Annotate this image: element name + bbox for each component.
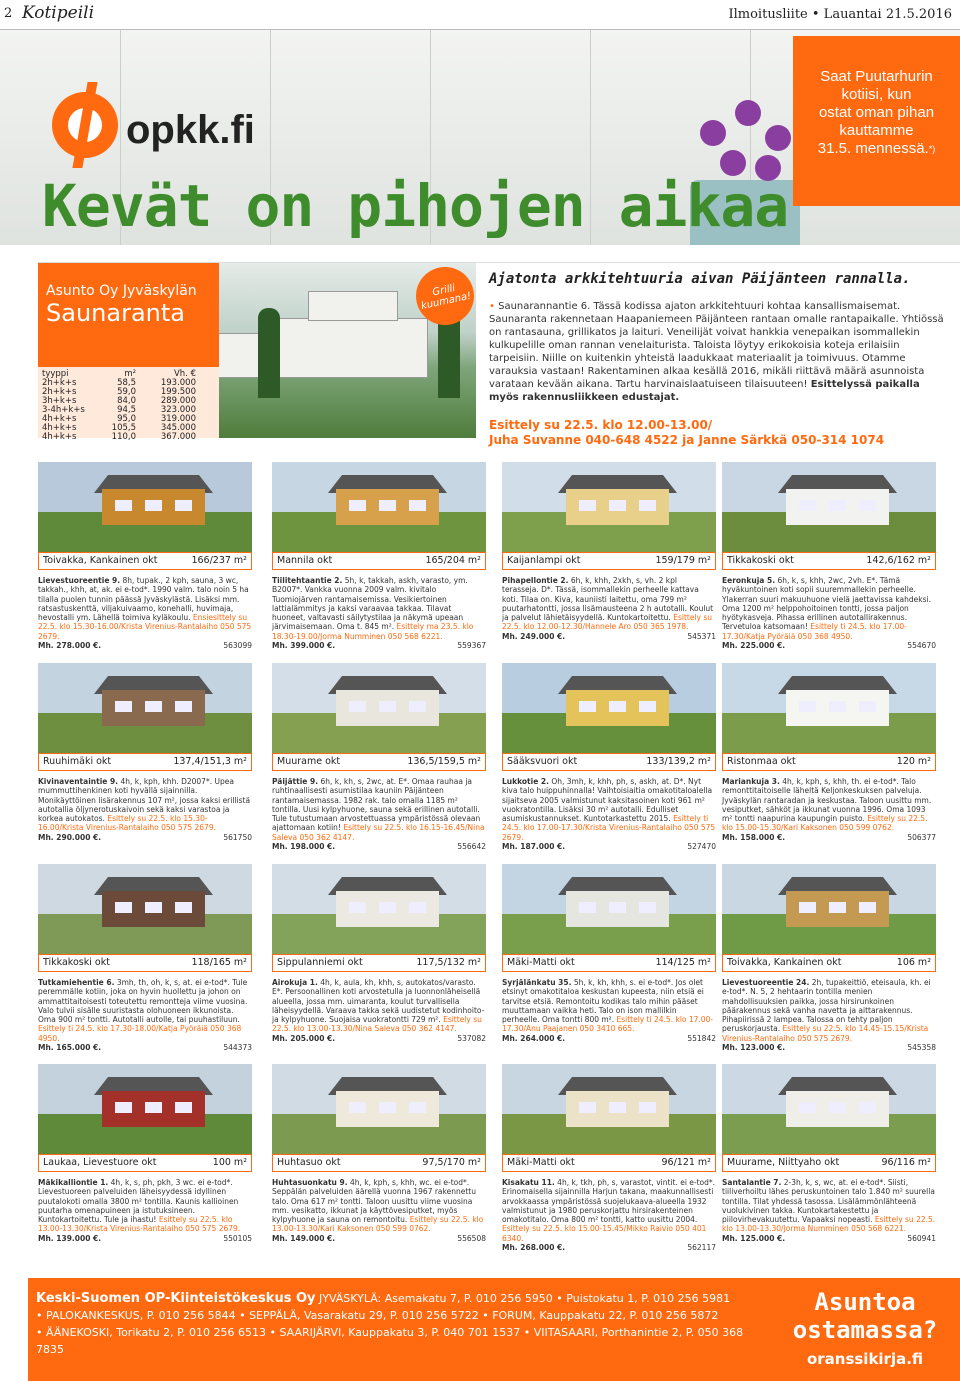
- table-cell: 3h+k+s: [42, 396, 77, 406]
- listing-card[interactable]: [272, 462, 486, 668]
- house-window: [349, 701, 366, 712]
- listing-description: 4h, k, s, ph, pkh, 3 wc. ei e-tod*. Lievestuoreen palveluiden läheisyydessä idyllinen puutalokoti omalla 3800 m² tontilla. Kaunis kallioinen puutarha omenapuineen ja istutuksineen. Kuntokartoitettu. Tule ja ihastu!: [38, 1178, 239, 1225]
- feature-subtitle: Asunto Oy Jyväskylän: [46, 283, 197, 299]
- listing-text: [722, 978, 936, 1052]
- listing-address: Santalantie 7.: [722, 1178, 782, 1187]
- house-window: [409, 701, 426, 712]
- listing-photo: [38, 1064, 252, 1154]
- listing-card[interactable]: [722, 1064, 936, 1270]
- listing-name: Kaijanlampi okt: [507, 555, 581, 566]
- listing-area: 137,4/151,3 m²: [173, 756, 247, 767]
- listing-name: Sääksvuori okt: [507, 756, 578, 767]
- listing-address: Tutkamiehentie 6.: [38, 978, 115, 987]
- building-shape: [278, 318, 428, 378]
- listing-card[interactable]: [722, 663, 936, 869]
- house-window: [639, 500, 656, 511]
- feature-contacts: Juha Suvanne 040-648 4522 ja Janne Särkkä 050-314 1074: [489, 433, 885, 447]
- flower-icon: [735, 100, 761, 126]
- listing-photo: [502, 663, 716, 753]
- listing-card[interactable]: [502, 462, 716, 668]
- listing-title-bar: [722, 753, 936, 771]
- listing-description: 8h, tupak., 2 kph, sauna, 3 wc, takkah., khh, at, ak. ei e-tod*. 1990 valm. talo noin 5 ha tilalla puolen tunnin päässä Jyväskylästä. Lisäksi mm. ratsastuskenttä, viljakuivaamo, konehalli, huvimaja, hevostalli ym. Lähellä toimiva kyläkoulu.: [38, 576, 249, 623]
- listing-photo: [272, 1064, 486, 1154]
- listing-area: 133/139,2 m²: [646, 756, 711, 767]
- listing-address: Tiilitehtaantie 2.: [272, 576, 343, 585]
- listing-id: 554670: [907, 641, 936, 651]
- office-line: • PALOKANKESKUS, P. 010 256 5844 • SEPPÄLÄ, Vasarakatu 29, P. 010 256 5722 • FORUM, Kauppakatu 22, P. 010 256 5872: [36, 1309, 719, 1322]
- listing-title-bar: [722, 552, 936, 570]
- house-window: [115, 902, 132, 913]
- house-window: [115, 500, 132, 511]
- house-window: [115, 1102, 132, 1113]
- house-window: [609, 701, 626, 712]
- listing-address: Lievestuoreentie 9.: [38, 576, 121, 585]
- house-window: [829, 701, 846, 712]
- house-window: [409, 902, 426, 913]
- listing-photo: [722, 1064, 936, 1154]
- listing-name: Muurame, Niittyaho okt: [727, 1157, 840, 1168]
- listing-text: [272, 576, 486, 650]
- issue-info: Ilmoitusliite • Lauantai 21.5.2016: [728, 7, 952, 22]
- listing-photo: [38, 864, 252, 954]
- listing-show-time: Esittely su 22.5. klo 12.00-12.30/Hannele Aro 050 365 1978.: [502, 613, 713, 632]
- house-window: [379, 902, 396, 913]
- listing-title-bar: [502, 753, 716, 771]
- listing-description: 6h, k, khh, 2xkh, s, vh. 2 kpl terasseja. D*. Tässä, isommallekin perheelle kattava koti. Tilaa on. Kiva, kauniisti laitettu, oma 799 m² puutarhatontti, jossa lisämausteena 2 h autotalli. Koulut ja palvelut lähietäisyydellä. Kuntokartoitettu.: [502, 576, 714, 623]
- table-cell: 4h+k+s: [42, 432, 77, 442]
- feature-text: [489, 273, 949, 448]
- listing-title-bar: [38, 552, 252, 570]
- listing-card[interactable]: [38, 1064, 252, 1270]
- page-number: 2: [4, 6, 13, 21]
- house-window: [349, 1102, 366, 1113]
- house-window: [639, 1102, 656, 1113]
- listing-price: Mh. 187.000 €.: [502, 842, 566, 852]
- house-window: [145, 500, 162, 511]
- listing-price: Mh. 198.000 €.: [272, 842, 336, 852]
- listing-title-bar: [502, 1154, 716, 1172]
- table-cell: 367.000: [160, 432, 196, 442]
- house-window: [409, 500, 426, 511]
- listing-card[interactable]: [272, 1064, 486, 1270]
- listing-text: [502, 777, 716, 851]
- listing-title-bar: [272, 1154, 486, 1172]
- listing-title-bar: [272, 954, 486, 972]
- offer-line: kotiisi, kun: [841, 86, 912, 103]
- listing-text: [502, 1178, 716, 1252]
- house-window: [115, 701, 132, 712]
- listing-id: 556642: [457, 842, 486, 852]
- listing-id: 560941: [907, 1233, 936, 1243]
- listing-show-time: Esittely su 22.5. klo 13.00-13.30/Jorma Numminen 050 568 6221.: [722, 1215, 936, 1234]
- company-name: Keski-Suomen OP-Kiinteistökeskus Oy: [36, 1291, 316, 1306]
- listing-text: [38, 777, 252, 842]
- house-window: [579, 500, 596, 511]
- listing-address: Syrjälänkatu 35.: [502, 978, 572, 987]
- listing-text: [502, 978, 716, 1043]
- listing-address: Päijättie 9.: [272, 777, 319, 786]
- flower-icon: [765, 125, 791, 151]
- table-cell: 2h+k+s: [42, 378, 77, 388]
- buy-line: ostamassa?: [792, 1316, 938, 1344]
- listing-price: Mh. 399.000 €.: [272, 641, 336, 651]
- table-cell: 4h+k+s: [42, 414, 77, 424]
- listing-id: 556508: [457, 1233, 486, 1243]
- listing-price: Mh. 123.000 €.: [722, 1043, 786, 1053]
- listing-description: Oh, 3mh, k, khh, ph, s, askh, at. D*. Nyt kiva talo huippuhinnalla! Vaihtoisiaitia omakotitaloalella sijaitseva 2005 valmistunut kaksitasoinen koti 961 m² vuokratontilla. Lisäksi 30 m² autotalli. Edulliset asumiskustannukset. Kuntotarkastettu 2015.: [502, 777, 713, 824]
- feature-bold-note: Esittelyssä paikalla myös rakennusliikkeen edustajat.: [489, 379, 920, 403]
- listing-area: 106 m²: [896, 957, 931, 968]
- house-window: [859, 1102, 876, 1113]
- bullet-icon: •: [489, 301, 495, 312]
- house-window: [145, 902, 162, 913]
- listing-show-time: Esittely ti 24.5. klo 17.00-17.30/Krista Virenius-Rantalaiho 050 575 2679.: [502, 814, 716, 842]
- listing-card[interactable]: [38, 864, 252, 1070]
- listing-card[interactable]: [272, 864, 486, 1070]
- listing-description: 2-3h, k, s, wc, at. ei e-tod*. Siisti, tiiliverhoiltu lähes peruskuntoinen talo 1.840 m² suurella tontilla. Tilat yhdessä tasossa. Lisälämmönlähteenä vuolukivinen takka. Kuntokartakestettu ja piilovirhevakuutettu. Vapaaksi nopeasti.: [722, 1178, 935, 1225]
- listing-card[interactable]: [722, 462, 936, 668]
- listing-card[interactable]: [502, 864, 716, 1070]
- listing-card[interactable]: [502, 663, 716, 869]
- listing-title-bar: [272, 552, 486, 570]
- house-window: [175, 500, 192, 511]
- offer-line: ostat oman pihan: [818, 104, 935, 121]
- listing-name: Toivakka, Kankainen okt: [727, 957, 842, 968]
- house-window: [349, 902, 366, 913]
- listing-price: Mh. 268.000 €.: [502, 1243, 566, 1253]
- house-window: [799, 902, 816, 913]
- listing-card[interactable]: [722, 864, 936, 1070]
- price-table: [38, 367, 219, 445]
- listing-description: 4h, k, aula, kh, khh, s, autokatos/varasto. E*. Persoonallinen koti arvostetulla ja luonnonläheisellä alueella, jossa mm. uimaranta, koulut turvallisella läheisyydellä. Varaava takka sekä uudistetut kodinhoito- ja kylpyhuone. Suojaisa vuokratontti 729 m².: [272, 978, 485, 1025]
- listing-area: 97,5/170 m²: [422, 1157, 481, 1168]
- listing-text: [722, 576, 936, 650]
- buy-line: Asuntoa: [814, 1288, 916, 1316]
- offer-line: Saat Puutarhurin: [820, 68, 933, 85]
- house-window: [799, 500, 816, 511]
- listing-price: Mh. 290.000 €.: [38, 832, 102, 842]
- table-row: [42, 433, 215, 442]
- house-window: [379, 1102, 396, 1113]
- listing-show-time: Esittely ti 24.5. klo 17.00-17.30/Anu Paajanen 050 3410 665.: [502, 1015, 714, 1034]
- table-cell: 345.000: [160, 423, 196, 433]
- listing-description: 4h, k, kph, s, khh, wc. ei e-tod*. Seppälän palveluiden äärellä vuonna 1967 rakennettu talo. Oma 617 m² tontti. Taloon uusittu viime vuosina mm. vesikatto, ikkunat ja käyttövesiputket, myös kylpyhuone ja sauna on remontoitu.: [272, 1178, 476, 1225]
- house-window: [579, 902, 596, 913]
- listing-show-time: Esittely ma 23.5. klo 18.30-19.00/Jorma Numminen 050 568 6221.: [272, 622, 474, 641]
- table-cell: m²: [124, 369, 136, 379]
- listing-price: Mh. 149.000 €.: [272, 1233, 336, 1243]
- house-window: [799, 1102, 816, 1113]
- house-window: [829, 500, 846, 511]
- listing-area: 117,5/132 m²: [416, 957, 481, 968]
- table-cell: 289.000: [160, 396, 196, 406]
- listing-text: [722, 1178, 936, 1243]
- listing-address: Kisakatu 11.: [502, 1178, 555, 1187]
- office-line: JYVÄSKYLÄ: Asemakatu 7, P. 010 256 5950 • Puistokatu 1, P. 010 256 5981: [319, 1292, 731, 1305]
- listing-show-time: Ensiesittely su 22.5. klo 15.30-16.00/Krista Virenius-Rantalaiho 050 575 2679.: [38, 613, 252, 641]
- listing-title-bar: [502, 954, 716, 972]
- house-window: [639, 902, 656, 913]
- house-window: [829, 1102, 846, 1113]
- listing-title-bar: [38, 753, 252, 771]
- listing-name: Sippulanniemi okt: [277, 957, 363, 968]
- listing-name: Huhtasuo okt: [277, 1157, 341, 1168]
- listing-show-time: Esittely su 22.5. klo 15.00-15.45/Mikko Raivio 050 401 6340.: [502, 1224, 707, 1243]
- table-cell: 58,5: [117, 378, 136, 388]
- office-line: • ÄÄNEKOSKI, Torikatu 2, P. 010 256 6513 • SAARIJÄRVI, Kauppakatu 3, P. 040 701 1537 • VIITASAARI, Porthanintie 2, P. 050 368 7835: [36, 1326, 744, 1356]
- listing-name: Laukaa, Lievestuore okt: [43, 1157, 157, 1168]
- feature-body: [489, 300, 949, 404]
- listing-id: 550105: [223, 1233, 252, 1243]
- listing-show-time: Esittely su 22.5. klo 13.00-13.30/Nina Saleva 050 362 4147.: [272, 1015, 482, 1034]
- listing-id: 527470: [687, 842, 716, 852]
- house-window: [859, 701, 876, 712]
- feature-name: Saunaranta: [46, 299, 185, 327]
- listing-address: Lukkotie 2.: [502, 777, 549, 786]
- listing-price: Mh. 264.000 €.: [502, 1033, 566, 1043]
- listing-description: 2h, tupakeittiö, eteisaula, kh. ei e-tod*. N. 5, 2 hehtaarin tontilla menien mahdollisuuksien paikka, jossa hirsirunkoinen päärakennus sekä vanha navetta ja aittarakennus. Pihapiirissä 2 lampea. Talossa on tehty paljon peruskorjausta.: [722, 978, 931, 1034]
- listing-text: [272, 978, 486, 1043]
- listing-show-time: Esittely su 22.5. klo 15.00-15.30/Kari Kaksonen 050 599 0762.: [722, 814, 928, 833]
- listing-show-time: Esittely ti 24.5. klo 17.30-18.00/Katja Pyöräiä 050 368 4950.: [38, 1024, 242, 1043]
- building-shape: [308, 291, 398, 321]
- house-window: [349, 500, 366, 511]
- table-cell: Vh. €: [173, 369, 196, 379]
- listing-title-bar: [272, 753, 486, 771]
- listing-show-time: Esittely su 22.5. klo 15.30-16.00/Krista Virenius-Rantalaiho 050 575 2679.: [38, 814, 216, 833]
- listing-photo: [722, 663, 936, 753]
- buy-cta: [780, 1288, 950, 1344]
- listing-name: Mäki-Matti okt: [507, 1157, 575, 1168]
- tree-shape: [258, 308, 280, 398]
- listing-address: Huhtasuonkatu 9.: [272, 1178, 348, 1187]
- offer-line: 31.5. mennessä.*): [817, 140, 936, 157]
- house-window: [639, 701, 656, 712]
- listing-name: Tikkakoski okt: [727, 555, 794, 566]
- listing-photo: [722, 864, 936, 954]
- listing-id: 545371: [687, 631, 716, 641]
- table-cell: 105,5: [111, 423, 136, 433]
- listing-price: Mh. 125.000 €.: [722, 1233, 786, 1243]
- listing-show-time: Esittely su 22.5. klo 16.15-16.45/Nina Saleva 050 362 4147.: [272, 823, 485, 842]
- hero-title: Kevät on pihojen aikaa: [42, 172, 789, 240]
- listing-address: Kivinaventaintie 9.: [38, 777, 119, 786]
- table-cell: 59,0: [117, 387, 136, 397]
- listing-text: [502, 576, 716, 641]
- listing-id: 506377: [907, 832, 936, 842]
- listing-text: [38, 978, 252, 1052]
- listing-card[interactable]: [502, 1064, 716, 1270]
- table-cell: 94,5: [117, 405, 136, 415]
- listing-area: 120 m²: [896, 756, 931, 767]
- house-window: [829, 902, 846, 913]
- table-cell: 3-4h+k+s: [42, 405, 85, 415]
- listing-photo: [38, 462, 252, 552]
- listing-price: Mh. 165.000 €.: [38, 1043, 102, 1053]
- listing-description: 3mh, th, oh, k, s, at. ei e-tod*. Tule peremmälle kotiin, joka on hyvin huollettu ja johon on ammattitaitoisesti toteutettu remontteja viime vuosina. Valo tulvii sisälle suuristasta olohuoneen ikkunoista. Oma 900 m² tontti. Autotalli autolle, tai puuhastiluun.: [38, 978, 248, 1025]
- listing-id: 561750: [223, 832, 252, 842]
- house-window: [175, 1102, 192, 1113]
- house-window: [859, 500, 876, 511]
- footer: [28, 1278, 960, 1381]
- table-cell: 84,0: [117, 396, 136, 406]
- listing-id: 559367: [457, 641, 486, 651]
- listing-title-bar: [502, 552, 716, 570]
- listing-description: 6h, k, s, khh, 2wc, 2vh. E*. Tämä hyväkuntoinen koti sopii suuremmallekin perheelle. Ylakerran suuri makuuhuone vielä jaettavissa kahdeksi. Oma 1200 m² helppohoitoinen tontti, jossa paljon hyötykasveja. Pihassa erillinen autotallirakennus. Tervetuloa katsomaan!: [722, 576, 931, 632]
- listing-title-bar: [722, 954, 936, 972]
- listing-id: 544373: [223, 1043, 252, 1053]
- grill-badge: Grilli kuumana!: [411, 262, 480, 331]
- listing-show-time: Esittely su 22.5. klo 13.00-13.30/Krista Virenius-Rantalaiho 050 575 2679.: [38, 1215, 241, 1234]
- table-cell: 199.500: [160, 387, 196, 397]
- listing-area: 166/237 m²: [191, 555, 247, 566]
- listing-text: [272, 777, 486, 851]
- listing-area: 100 m²: [212, 1157, 247, 1168]
- listing-description: 4h, k, tkh, ph, s, varastot, vintit. ei e-tod*. Erinomaisella sijainnilla Harjun takana, maakunnallisesti arvokkaassa ympäristössä suojelukaava-alueella 1932 valmistunut ja 1980 peruskorjattu hirsirakenteinen omakotitalo. Oma 800 m² tontti, katto uusittu 2004.: [502, 1178, 716, 1225]
- table-cell: 4h+k+s: [42, 423, 77, 433]
- table-cell: 323.000: [160, 405, 196, 415]
- listing-area: 159/179 m²: [655, 555, 711, 566]
- flower-icon: [700, 120, 726, 146]
- feature-show-time: Esittely su 22.5. klo 12.00-13.00/: [489, 418, 713, 432]
- listing-id: 545358: [907, 1043, 936, 1053]
- listing-address: Mariankuja 3.: [722, 777, 780, 786]
- listing-photo: [272, 663, 486, 753]
- listing-photo: [502, 1064, 716, 1154]
- house-window: [175, 902, 192, 913]
- listing-text: [38, 576, 252, 650]
- house-window: [799, 701, 816, 712]
- feature-description: Tässä kodissa ajaton arkkitehtuuri kohtaa kansallismaisemat. Saunaranta rakennetaan Haapaniemeen Päijänteen rantaan omalle rantapaikalle. Yhtiössä on rantasauna, grillikatos ja laituri. Veneilijät voivat hankkia venepaikan isommallekin kulkupelille oman rannan venelaiturista. Taloista löytyy erikokoisia koteja erilaisiin tarpeisiin. Niille on kuitenkin yhteistä laadukkaat materiaalit ja toimivuus. Otamme varauksia vastaan! Rakentaminen alkaa kesällä 2016, mikäli riittävä määrä asunnoista varataan kevään aikana. Tartu harvinaislaatuiseen tilaisuuteen!: [489, 301, 944, 390]
- listing-photo: [502, 462, 716, 552]
- house-window: [609, 1102, 626, 1113]
- listing-address: Airokuja 1.: [272, 978, 318, 987]
- listing-title-bar: [38, 1154, 252, 1172]
- listing-name: Ruuhimäki okt: [43, 756, 112, 767]
- listing-area: 165/204 m²: [425, 555, 481, 566]
- listing-address: Mäkikalliontie 1.: [38, 1178, 109, 1187]
- publication-logo: Kotipeili: [22, 3, 95, 23]
- listing-description: 5h, k, kh, khh, s. ei e-tod*. Jos olet etsinyt omakotitaloa keskustan kupeesta, niin etsiä ei tarvitse etsiä. Remontoitu kodikas talo mihin pääset muuttamaan vaikka heti. Talo on ison mallilkin perheelle. Oma tontti 800 m².: [502, 978, 704, 1025]
- listing-area: 118/165 m²: [191, 957, 247, 968]
- house-window: [379, 701, 396, 712]
- listing-description: 4h, k, kph, s, khh, th. ei e-tod*. Talo remonttitaitoiselle läheltä Keljonkeskuksen palveluja. Jyväskylän rantaradan ja keskustaa. Taloon uusittu mm. vesiputket, sähköt ja ikkunat vuonna 1996. Oma 1093 m² tontti naapurina kaupungin puisto.: [722, 777, 932, 824]
- listing-description: 4h, k, kph, khh. D2007*. Upea mummuttihenkinen koti hyvällä sijainnilla. Monikäyttöinen lisärakennus 107 m², jossa kaksi erillistä autotallia öljynerotuskaivoin sekä kaksi varastoa ja korkea autokatos.: [38, 777, 251, 824]
- listing-area: 142,6/162 m²: [866, 555, 931, 566]
- listing-price: Mh. 158.000 €.: [722, 832, 786, 842]
- listing-price: Mh. 139.000 €.: [38, 1233, 102, 1243]
- listing-description: 6h, k, kh, s, 2wc, at. E*. Omaa rauhaa ja ruhtinaallisesti asumistilaa kauniin Päijänteen rantamaisemassa. 1982 rak. talo omalla 1185 m² tontilla. Uusi kylpyhuone, sauna sekä erillinen autotalli. Tule tutustumaan arvostettuassa ympäristössä olevaan ajattomaan kotiin!: [272, 777, 481, 833]
- listing-price: Mh. 225.000 €.: [722, 641, 786, 651]
- house-window: [379, 500, 396, 511]
- listing-id: 563099: [223, 641, 252, 651]
- listing-photo: [722, 462, 936, 552]
- listing-price: Mh. 278.000 €.: [38, 641, 102, 651]
- house-window: [609, 902, 626, 913]
- table-cell: tyyppi: [42, 369, 69, 379]
- listing-id: 537082: [457, 1033, 486, 1043]
- house-window: [859, 902, 876, 913]
- house-window: [579, 1102, 596, 1113]
- listing-title-bar: [722, 1154, 936, 1172]
- listing-address: Lievestuoreentie 24.: [722, 978, 810, 987]
- listing-price: Mh. 205.000 €.: [272, 1033, 336, 1043]
- listing-text: [38, 1178, 252, 1243]
- table-cell: 193.000: [160, 378, 196, 388]
- brand-text: opkk.fi: [126, 108, 255, 152]
- listing-name: Toivakka, Kankainen okt: [43, 555, 158, 566]
- listing-show-time: Esittely su 22.5. klo 13.00-13.30/Kari Kaksonen 050 599 0762.: [272, 1215, 484, 1234]
- feature-headline: Ajatonta arkkitehtuuria aivan Päijänteen rannalla.: [489, 271, 911, 287]
- table-cell: 2h+k+s: [42, 387, 77, 397]
- offer-line: kauttamme: [839, 122, 914, 139]
- listing-card[interactable]: [272, 663, 486, 869]
- featured-listing: [38, 262, 960, 452]
- listing-area: 114/125 m²: [655, 957, 711, 968]
- house-window: [145, 1102, 162, 1113]
- house-window: [145, 701, 162, 712]
- listing-id: 562117: [687, 1243, 716, 1253]
- listing-text: [272, 1178, 486, 1243]
- listing-area: 96/116 m²: [881, 1157, 931, 1168]
- office-list: [36, 1290, 766, 1358]
- listing-id: 551842: [687, 1033, 716, 1043]
- listing-price: Mh. 249.000 €.: [502, 631, 566, 641]
- listing-show-time: Esittely su 22.5. klo 14.45-15.15/Krista Virenius-Rantalaiho 050 575 2679.: [722, 1024, 929, 1043]
- listing-name: Muurame okt: [277, 756, 341, 767]
- offer-box: [793, 36, 960, 206]
- listing-description: 5h, k, takkah, askh, varasto, ym. B2007*. Vankka vuonna 2009 valm. kivitalo Tuomiojärven rantamaisemissa. Vesikiertoinen lattialämmitys ja kaksi varaavaa takkaa. Tilavat huoneet, valtavasti säilytystilaa ja näkymä upeaan järvimaisemaan. Oma t. 845 m².: [272, 576, 468, 632]
- listing-photo: [272, 864, 486, 954]
- house-window: [175, 701, 192, 712]
- feature-address: Saunarannantie 6.: [498, 301, 591, 312]
- listing-name: Mäki-Matti okt: [507, 957, 575, 968]
- house-window: [579, 701, 596, 712]
- listing-show-time: Esittely ti 24.5. klo 17.00-17.30/Katja Pyöräiä 050 368 4950.: [722, 622, 907, 641]
- listing-name: Tikkakoski okt: [43, 957, 110, 968]
- table-cell: 319.000: [160, 414, 196, 424]
- table-cell: 110,0: [111, 432, 136, 442]
- listing-photo: [502, 864, 716, 954]
- listing-text: [722, 777, 936, 842]
- listing-card[interactable]: [38, 462, 252, 668]
- house-window: [409, 1102, 426, 1113]
- page-header: [0, 0, 960, 30]
- website-link[interactable]: oranssikirja.fi: [806, 1350, 924, 1368]
- listing-name: Mannila okt: [277, 555, 333, 566]
- listing-area: 96/121 m²: [661, 1157, 711, 1168]
- listing-photo: [272, 462, 486, 552]
- listing-card[interactable]: [38, 663, 252, 869]
- listing-title-bar: [38, 954, 252, 972]
- table-cell: 95,0: [117, 414, 136, 424]
- listing-photo: [38, 663, 252, 753]
- listing-name: Ristonmaa okt: [727, 756, 796, 767]
- house-window: [609, 500, 626, 511]
- listing-address: Eeronkuja 5.: [722, 576, 776, 585]
- listing-area: 136,5/159,5 m²: [407, 756, 481, 767]
- listing-address: Pihapellontie 2.: [502, 576, 569, 585]
